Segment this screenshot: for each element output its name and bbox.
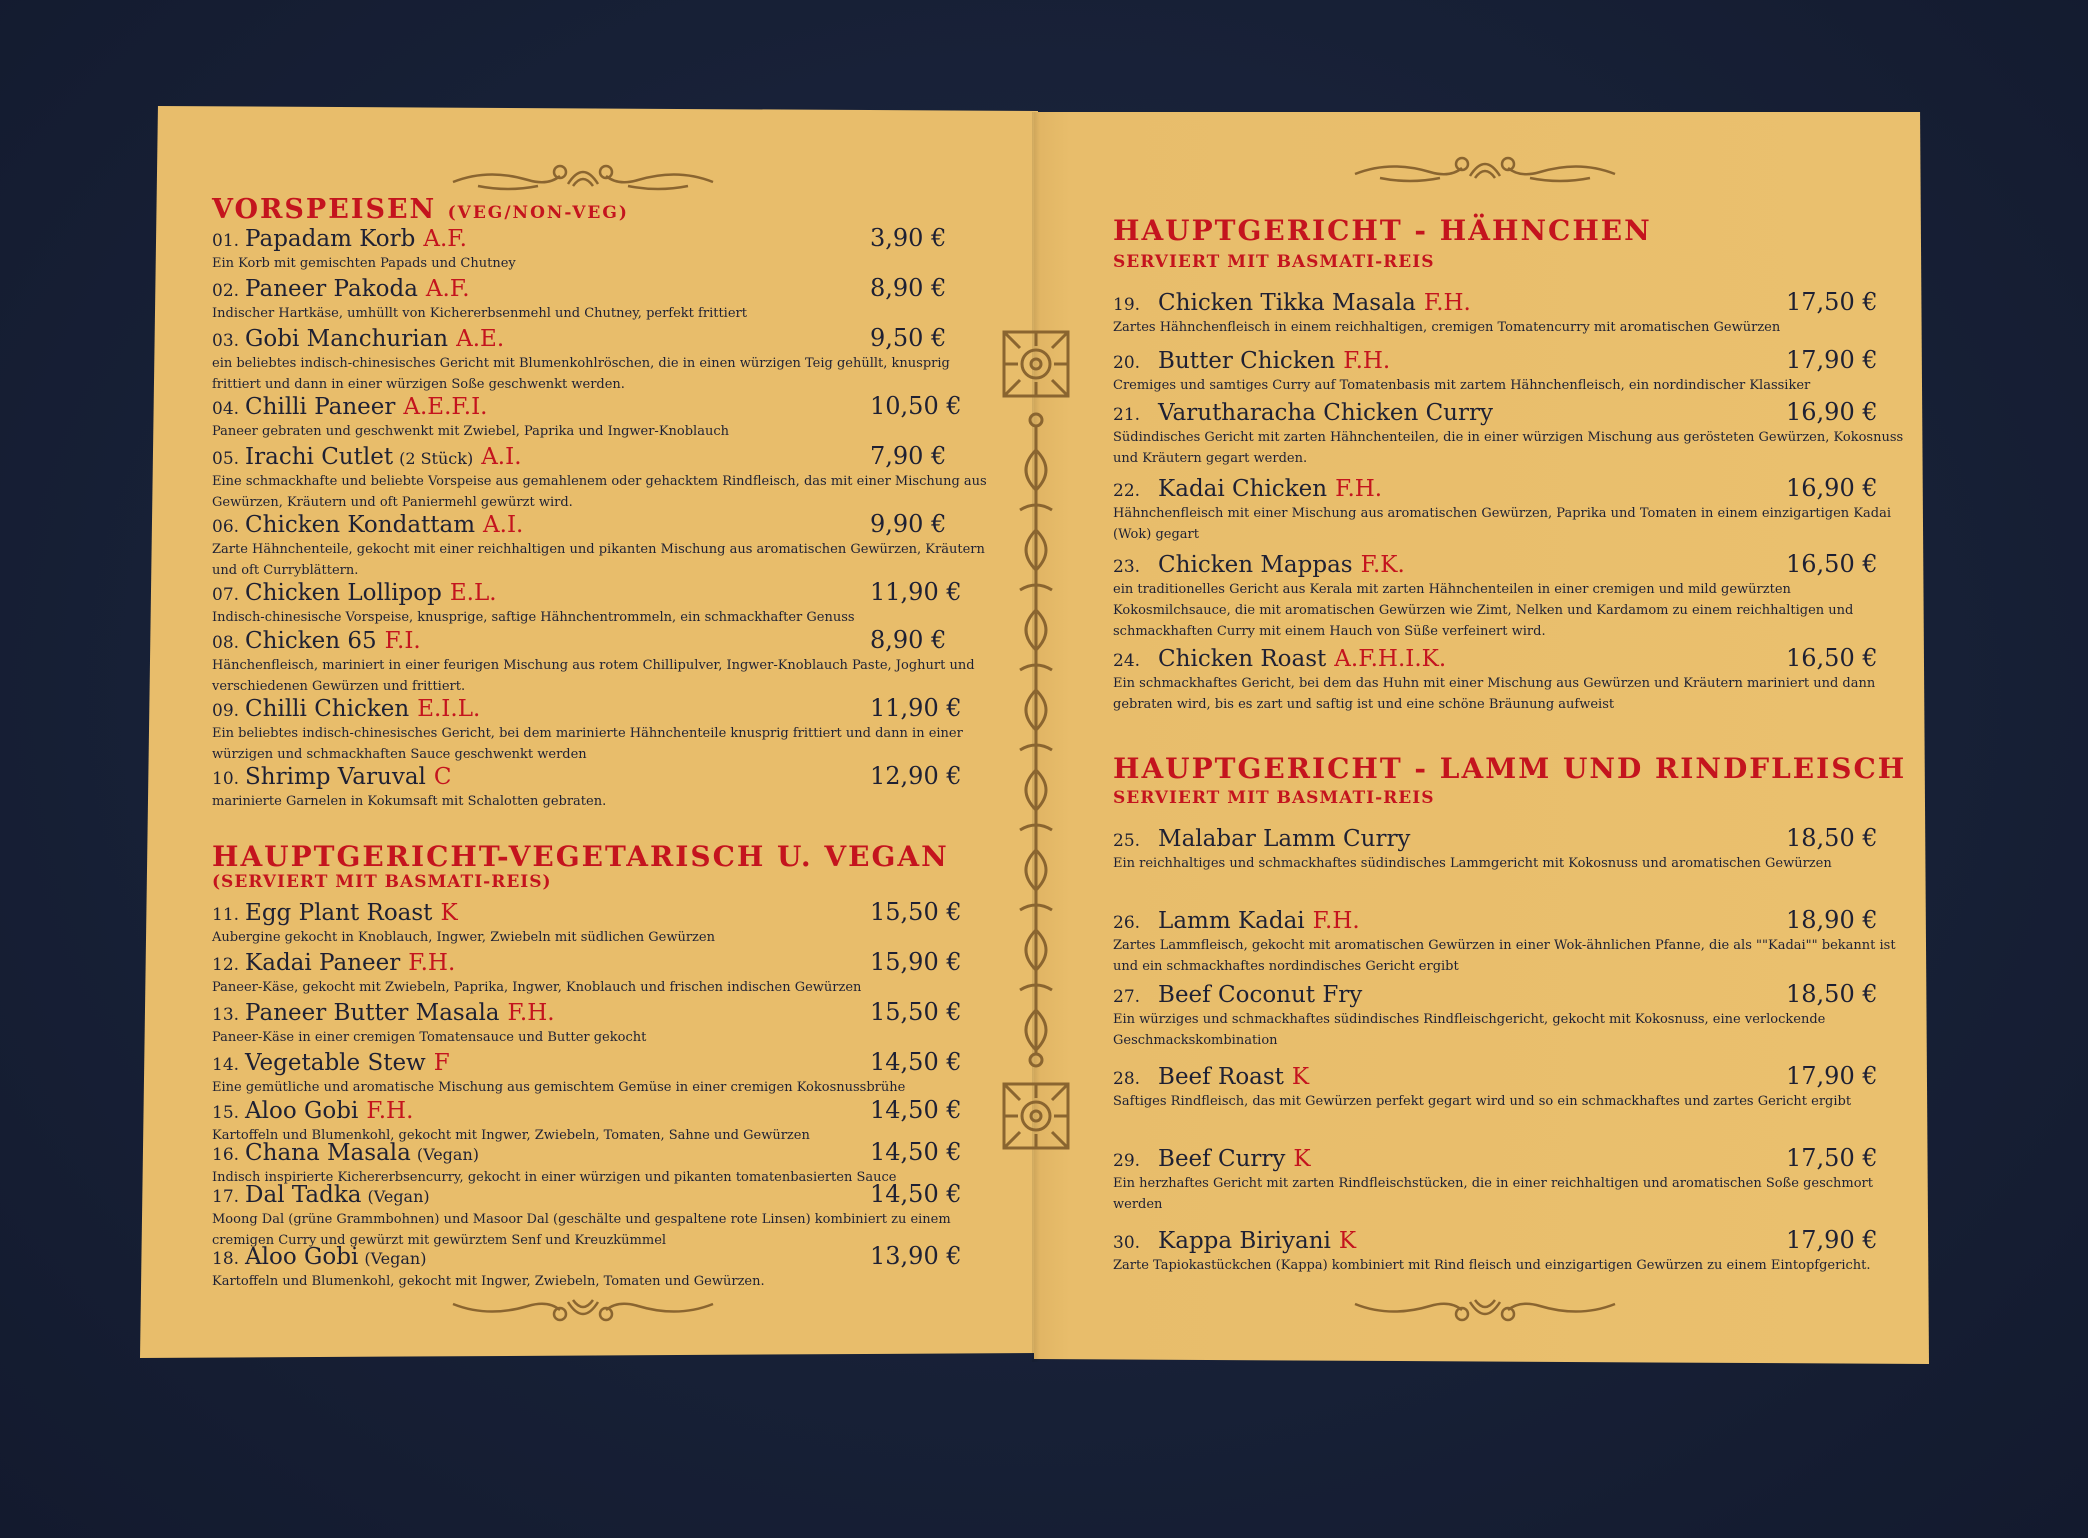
item-number: 08. [212, 633, 240, 653]
item-number: 05. [212, 449, 240, 469]
item-price: 9,90 € [870, 510, 947, 538]
allergen-codes: F.H. [1335, 476, 1383, 502]
item-number: 03. [212, 331, 240, 351]
item-description: Eine schmackhafte und beliebte Vorspeise aus gemahlenem oder gehacktem Rindfleisch, das mit einer Mischung aus Gewürzen, Kräutern und oft Paniermehl gewürzt wird. [212, 474, 987, 510]
item-name: Aloo Gobi [245, 1098, 359, 1124]
item-description: Cremiges und samtiges Curry auf Tomatenbasis mit zartem Hähnchenfleisch, ein nordindischer Klassiker [1113, 378, 1811, 393]
item-price: 8,90 € [870, 274, 947, 302]
item-name: Irachi Cutlet [245, 444, 394, 470]
allergen-codes: K [440, 900, 458, 926]
scroll-ornament [448, 160, 718, 194]
item-description: ein beliebtes indisch-chinesisches Gericht mit Blumenkohlröschen, die in einen würzigen Teig gehüllt, knusprig frittiert und dann in einer würzigen Soße geschwenkt werden. [212, 356, 950, 392]
item-price: 18,50 € [1786, 980, 1878, 1008]
menu-item [212, 226, 990, 273]
scroll-ornament [448, 1292, 718, 1326]
item-number: 26. [1113, 913, 1141, 933]
allergen-codes: F.I. [384, 628, 421, 654]
item-number: 22. [1113, 481, 1141, 501]
allergen-codes: F [433, 1050, 450, 1076]
item-name: Papadam Korb [245, 226, 416, 252]
item-description: Südindisches Gericht mit zarten Hähnchenteilen, die in einer würzigen Mischung aus gerösteten Gewürzen, Kokosnuss und Kräutern gegart werden. [1113, 430, 1904, 466]
item-description: Indischer Hartkäse, umhüllt von Kichererbsenmehl und Chutney, perfekt frittiert [212, 306, 747, 321]
menu-item [212, 326, 990, 394]
allergen-codes: A.I. [481, 444, 522, 470]
section-title-vegetarian: HAUPTGERICHT-VEGETARISCH U. VEGAN [212, 840, 949, 873]
item-price: 11,90 € [870, 694, 962, 722]
item-price: 16,50 € [1786, 550, 1878, 578]
item-price: 14,50 € [870, 1138, 962, 1166]
menu-item [1113, 348, 1906, 395]
item-price: 16,90 € [1786, 398, 1878, 426]
item-name: Butter Chicken [1158, 348, 1336, 374]
item-price: 10,50 € [870, 392, 962, 420]
item-number: 12. [212, 955, 240, 975]
item-description: Eine gemütliche und aromatische Mischung aus gemischtem Gemüse in einer cremigen Kokosnussbrühe [212, 1080, 906, 1095]
item-description: Ein beliebtes indisch-chinesisches Gericht, bei dem marinierte Hähnchenteile knusprig frittiert und dann in einer würzigen und schmackhaften Sauce geschwenkt werden [212, 726, 963, 762]
item-name: Beef Curry [1158, 1146, 1286, 1172]
item-description: Indisch-chinesische Vorspeise, knusprige, saftige Hähnchentrommeln, ein schmackhafter Genuss [212, 610, 855, 625]
item-price: 16,90 € [1786, 474, 1878, 502]
item-number: 25. [1113, 831, 1141, 851]
item-description: Paneer-Käse, gekocht mit Zwiebeln, Paprika, Ingwer, Knoblauch und frischen indischen Gewürzen [212, 980, 862, 995]
item-description: Ein Korb mit gemischten Papads und Chutney [212, 256, 516, 271]
item-number: 17. [212, 1187, 240, 1207]
item-price: 15,90 € [870, 948, 962, 976]
menu-item [1113, 982, 1906, 1050]
menu-item [212, 580, 990, 627]
menu-item [212, 444, 990, 512]
item-name: Beef Coconut Fry [1158, 982, 1363, 1008]
item-name: Kappa Biriyani [1158, 1228, 1331, 1254]
allergen-codes: E.L. [449, 580, 497, 606]
menu-item [212, 1000, 990, 1047]
item-number: 13. [212, 1005, 240, 1025]
item-note: (2 Stück) [399, 449, 474, 468]
item-description: ein traditionelles Gericht aus Kerala mit zarten Hähnchenteilen in einer cremigen und mild gewürzten Kokosmilchsauce, die mit aromatischen Gewürzen wie Zimt, Nelken und Kardamom zu einem reichhaltigen und schmackhaften Curry mit einem Hauch von Süße verfeinert wird. [1113, 582, 1854, 639]
item-number: 04. [212, 399, 240, 419]
menu-item [1113, 1228, 1906, 1275]
allergen-codes: K [1291, 1064, 1310, 1090]
item-number: 20. [1113, 353, 1141, 373]
allergen-codes: F.H. [408, 950, 456, 976]
menu-item [1113, 1146, 1906, 1214]
item-description: Hänchenfleisch, mariniert in einer feurigen Mischung aus rotem Chillipulver, Ingwer-Knoblauch Paste, Joghurt und verschiedenen Gewürzen und frittiert. [212, 658, 975, 694]
menu-item [1113, 908, 1906, 976]
item-name: Paneer Pakoda [245, 276, 418, 302]
item-price: 17,90 € [1786, 346, 1878, 374]
item-description: Zarte Hähnchenteile, gekocht mit einer reichhaltigen und pikanten Mischung aus aromatischen Gewürzen, Kräutern und oft Curryblättern. [212, 542, 985, 578]
allergen-codes: F.H. [1343, 348, 1391, 374]
mandala-ornament [1000, 1080, 1072, 1152]
item-name: Gobi Manchurian [245, 326, 449, 352]
menu-item [1113, 400, 1906, 468]
item-number: 07. [212, 585, 240, 605]
allergen-codes: A.F.H.I.K. [1334, 646, 1447, 672]
item-description: Ein schmackhaftes Gericht, bei dem das Huhn mit einer Mischung aus Gewürzen und Kräutern mariniert und dann gebraten wird, bis es zart und saftig ist und eine schöne Bräunung aufweist [1113, 676, 1876, 712]
menu-item [212, 394, 990, 441]
menu-item [212, 950, 990, 997]
allergen-codes: K [1338, 1228, 1357, 1254]
item-number: 23. [1113, 557, 1141, 577]
item-description: Indisch inspirierte Kichererbsencurry, gekocht in einer würzigen und pikanten tomatenbasierten Sauce [212, 1170, 897, 1185]
item-number: 06. [212, 517, 240, 537]
menu-item [1113, 1064, 1906, 1111]
item-name: Chilli Chicken [245, 696, 410, 722]
item-name: Kadai Chicken [1158, 476, 1328, 502]
item-price: 14,50 € [870, 1180, 962, 1208]
item-name: Aloo Gobi [245, 1244, 359, 1270]
menu-item [212, 764, 990, 811]
menu-item [212, 696, 990, 764]
item-description: Kartoffeln und Blumenkohl, gekocht mit Ingwer, Zwiebeln, Tomaten und Gewürzen. [212, 1274, 765, 1289]
item-name: Chicken Lollipop [245, 580, 442, 606]
menu-item [212, 276, 990, 323]
item-note: (Vegan) [367, 1187, 430, 1206]
item-number: 18. [212, 1249, 240, 1269]
item-name: Paneer Butter Masala [245, 1000, 500, 1026]
item-name: Egg Plant Roast [245, 900, 433, 926]
item-number: 09. [212, 701, 240, 721]
item-name: Varutharacha Chicken Curry [1158, 400, 1493, 426]
item-name: Vegetable Stew [245, 1050, 426, 1076]
allergen-codes: A.I. [483, 512, 524, 538]
item-price: 17,50 € [1786, 288, 1878, 316]
item-number: 10. [212, 769, 240, 789]
section-subtitle-lamb-beef: SERVIERT MIT BASMATI-REIS [1113, 788, 1435, 808]
item-description: Kartoffeln und Blumenkohl, gekocht mit Ingwer, Zwiebeln, Tomaten, Sahne und Gewürzen [212, 1128, 810, 1143]
menu-item [1113, 290, 1906, 337]
item-name: Beef Roast [1158, 1064, 1284, 1090]
item-number: 14. [212, 1055, 240, 1075]
item-number: 29. [1113, 1151, 1141, 1171]
item-name: Chicken 65 [245, 628, 377, 654]
item-price: 17,50 € [1786, 1144, 1878, 1172]
allergen-codes: A.E. [456, 326, 505, 352]
item-price: 17,90 € [1786, 1062, 1878, 1090]
item-number: 02. [212, 281, 240, 301]
menu-item [1113, 552, 1906, 641]
item-price: 18,50 € [1786, 824, 1878, 852]
allergen-codes: K [1293, 1146, 1311, 1172]
item-name: Dal Tadka [245, 1182, 362, 1208]
item-name: Chicken Roast [1158, 646, 1327, 672]
section-subtitle-vegetarian: (SERVIERT MIT BASMATI-REIS) [212, 872, 552, 892]
menu-item [212, 1182, 990, 1250]
menu-item [212, 1050, 990, 1097]
item-number: 19. [1113, 295, 1141, 315]
item-note: (Vegan) [364, 1249, 427, 1268]
menu-item [1113, 826, 1906, 873]
menu-item [212, 512, 990, 580]
item-number: 30. [1113, 1233, 1141, 1253]
menu-item [212, 1244, 990, 1291]
item-price: 15,50 € [870, 898, 962, 926]
item-name: Malabar Lamm Curry [1158, 826, 1411, 852]
item-name: Chicken Kondattam [245, 512, 476, 538]
allergen-codes: F.H. [366, 1098, 414, 1124]
item-name: Chilli Paneer [245, 394, 396, 420]
section-title-lamb-beef: HAUPTGERICHT - LAMM UND RINDFLEISCH [1113, 752, 1907, 785]
item-description: Hähnchenfleisch mit einer Mischung aus aromatischen Gewürzen, Paprika und Tomaten in einem einzigartigen Kadai (Wok) gegart [1113, 506, 1892, 542]
scroll-ornament [1350, 1292, 1620, 1326]
item-description: Ein herzhaftes Gericht mit zarten Rindfleischstücken, die in einer reichhaltigen und aromatischen Soße geschmort werden [1113, 1176, 1873, 1212]
menu-item [1113, 646, 1906, 714]
item-price: 11,90 € [870, 578, 962, 606]
allergen-codes: A.E.F.I. [403, 394, 488, 420]
section-subtitle-chicken: SERVIERT MIT BASMATI-REIS [1113, 252, 1435, 272]
item-description: Zartes Hähnchenfleisch in einem reichhaltigen, cremigen Tomatencurry mit aromatischen Gewürzen [1113, 320, 1781, 335]
item-price: 16,50 € [1786, 644, 1878, 672]
menu-item [212, 900, 990, 947]
allergen-codes: F.H. [1312, 908, 1360, 934]
item-price: 14,50 € [870, 1096, 962, 1124]
item-number: 24. [1113, 651, 1141, 671]
menu-item [1113, 476, 1906, 544]
item-note: (Vegan) [416, 1145, 479, 1164]
allergen-codes: F.H. [1423, 290, 1471, 316]
item-price: 8,90 € [870, 626, 947, 654]
item-name: Chana Masala [245, 1140, 411, 1166]
item-description: Zartes Lammfleisch, gekocht mit aromatischen Gewürzen in einer Wok-ähnlichen Pfanne, die als ""Kadai"" bekannt ist und ein schmackhaftes nordindisches Gericht ergibt [1113, 938, 1896, 974]
item-price: 9,50 € [870, 324, 947, 352]
allergen-codes: A.F. [425, 276, 470, 302]
item-description: Ein würziges und schmackhaftes südindisches Rindfleischgericht, gekocht mit Kokosnuss, eine verlockende Geschmackskombination [1113, 1012, 1826, 1048]
item-number: 28. [1113, 1069, 1141, 1089]
menu-item [212, 628, 990, 696]
item-price: 18,90 € [1786, 906, 1878, 934]
item-name: Chicken Tikka Masala [1158, 290, 1416, 316]
item-description: marinierte Garnelen in Kokumsaft mit Schalotten gebraten. [212, 794, 607, 809]
mandala-ornament [1000, 328, 1072, 400]
section-title-chicken: HAUPTGERICHT - HÄHNCHEN [1113, 214, 1652, 247]
allergen-codes: C [433, 764, 452, 790]
item-name: Chicken Mappas [1158, 552, 1353, 578]
item-description: Moong Dal (grüne Grammbohnen) und Masoor Dal (geschälte und gespaltene rote Linsen) kombiniert zu einem cremigen Curry und gewürzt mit gewürztem Senf und Kreuzkümmel [212, 1212, 951, 1248]
item-name: Kadai Paneer [245, 950, 401, 976]
allergen-codes: F.K. [1360, 552, 1405, 578]
item-number: 16. [212, 1145, 240, 1165]
item-number: 11. [212, 905, 240, 925]
item-price: 13,90 € [870, 1242, 962, 1270]
item-number: 15. [212, 1103, 240, 1123]
item-price: 12,90 € [870, 762, 962, 790]
item-price: 3,90 € [870, 224, 947, 252]
item-description: Saftiges Rindfleisch, das mit Gewürzen perfekt gegart wird und so ein schmackhaftes und zartes Gericht ergibt [1113, 1094, 1852, 1109]
item-number: 01. [212, 231, 240, 251]
item-number: 21. [1113, 405, 1141, 425]
item-description: Ein reichhaltiges und schmackhaftes südindisches Lammgericht mit Kokosnuss und aromatischen Gewürzen [1113, 856, 1832, 871]
item-price: 17,90 € [1786, 1226, 1878, 1254]
allergen-codes: F.H. [507, 1000, 555, 1026]
item-description: Paneer-Käse in einer cremigen Tomatensauce und Butter gekocht [212, 1030, 647, 1045]
item-price: 15,50 € [870, 998, 962, 1026]
section-title-starters: VORSPEISEN (VEG/NON-VEG) [212, 194, 629, 225]
item-price: 7,90 € [870, 442, 947, 470]
allergen-codes: A.F. [423, 226, 467, 252]
item-description: Paneer gebraten und geschwenkt mit Zwiebel, Paprika und Ingwer-Knoblauch [212, 424, 729, 439]
floral-chain-ornament [1012, 410, 1060, 1070]
item-number: 27. [1113, 987, 1141, 1007]
item-name: Lamm Kadai [1158, 908, 1305, 934]
allergen-codes: E.I.L. [417, 696, 481, 722]
item-description: Aubergine gekocht in Knoblauch, Ingwer, Zwiebeln mit südlichen Gewürzen [212, 930, 715, 945]
item-price: 14,50 € [870, 1048, 962, 1076]
item-description: Zarte Tapiokastückchen (Kappa) kombiniert mit Rind fleisch und einzigartigen Gewürzen zu einem Eintopfgericht. [1113, 1258, 1871, 1273]
scroll-ornament [1350, 152, 1620, 186]
item-name: Shrimp Varuval [245, 764, 426, 790]
